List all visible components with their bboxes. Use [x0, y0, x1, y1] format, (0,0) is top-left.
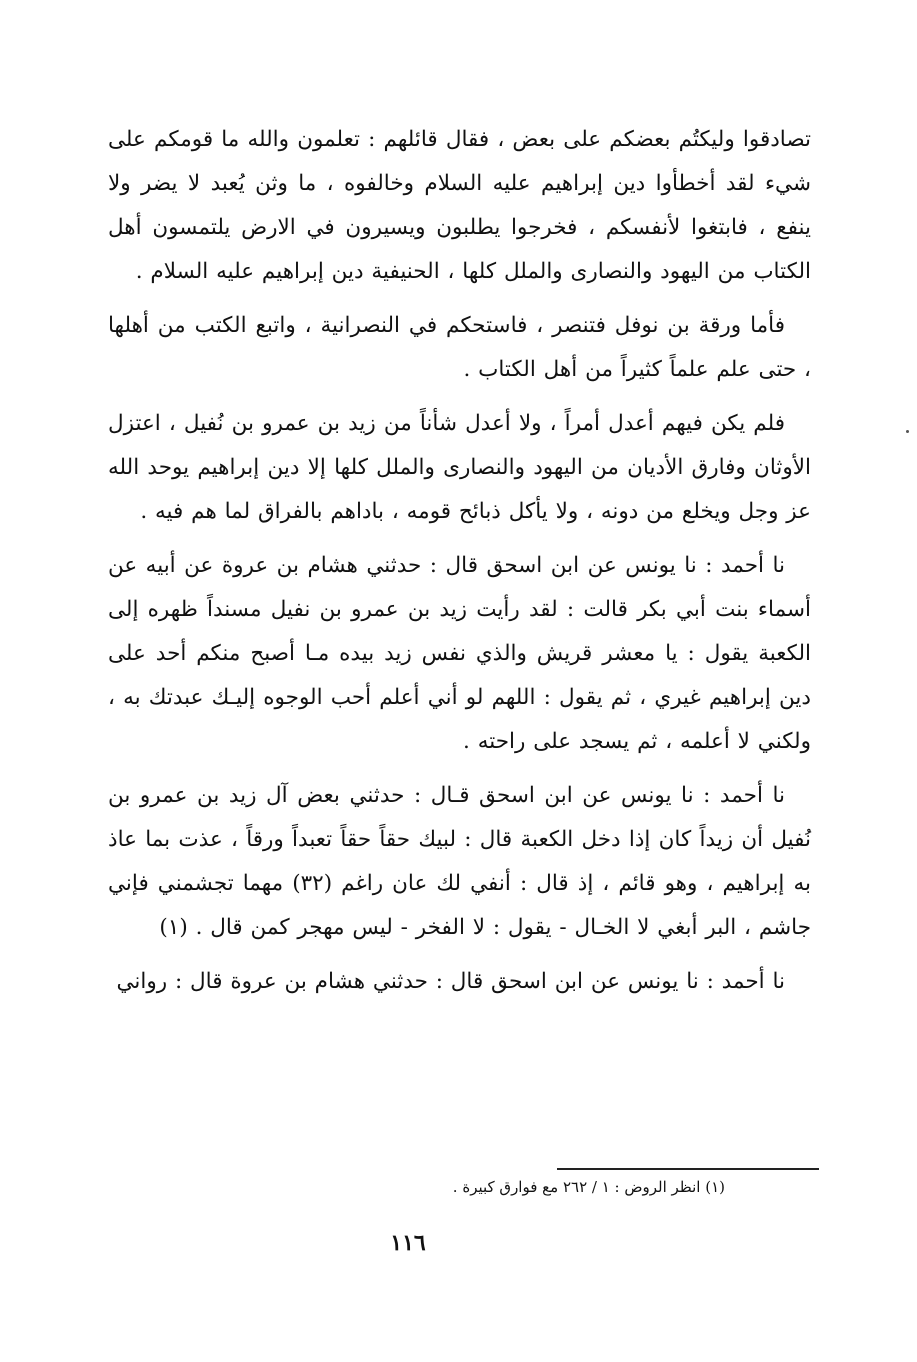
main-text-block: [108, 118, 811, 1014]
paragraph-2: فأما ورقة بن نوفل فتنصر ، فاستحكم في النصرانية ، واتبع الكتب من أهلها ، حتى علم علماً كثيراً من أهل الكتاب .: [108, 313, 811, 382]
footnote-divider: [557, 1168, 819, 1170]
paragraph-5: نا أحمد : نا يونس عن ابن اسحق قـال : حدثني بعض آل زيد بن عمرو بن نُفيل أن زيداً كان إذا دخل الكعبة قال : لبيك حقاً حقاً تعبداً ورقاً ، عذت بما عاذ به إبراهيم ، وهو قائم ، إذ قال : أنفي لك عان راغم (٣٢) مهما تجشمني فإني جاشم ، البر أبغي لا الخـال - يقول : لا الفخر - ليس مهجر كمن قال . (١): [108, 783, 811, 940]
paragraph-4: نا أحمد : نا يونس عن ابن اسحق قال : حدثني هشام بن عروة عن أبيه عن أسماء بنت أبي بكر قالت : لقد رأيت زيد بن عمرو بن نفيل مسنداً ظهره إلى الكعبة يقول : يا معشر قريش والذي نفس زيد بيده مـا أصبح منكم أحد على دين إبراهيم غيري ، ثم يقول : اللهم لو أني أعلم أحب الوجوه إليـك عبدتك به ، ولكني لا أعلمه ، ثم يسجد على راحته .: [108, 553, 811, 754]
scan-speck: [906, 430, 909, 433]
footnote: (١) انظر الروض : ١ / ٢٦٢ مع فوارق كبيرة .: [452, 1178, 725, 1196]
paragraph-3: فلم يكن فيهم أعدل أمراً ، ولا أعدل شأناً من زيد بن عمرو بن نُفيل ، اعتزل الأوثان وفارق الأديان من اليهود والنصارى والملل كلها إلا دين إبراهيم يوحد الله عز وجل ويخلع من دونه ، ولا يأكل ذبائح قومه ، باداهم بالفراق لما هم فيه .: [108, 411, 811, 524]
page-number: ١١٦: [390, 1230, 426, 1256]
paragraph-1: تصادقوا وليكتُم بعضكم على بعض ، فقال قائلهم : تعلمون والله ما قومكم على شيء لقد أخطأوا دين إبراهيم عليه السلام وخالفوه ، ما وثن يُعبد لا يضر ولا ينفع ، فابتغوا لأنفسكم ، فخرجوا يطلبون ويسيرون في الارض يلتمسون أهل الكتاب من اليهود والنصارى والملل كلها ، الحنيفية دين إبراهيم عليه السلام .: [108, 127, 811, 284]
paragraph-6: نا أحمد : نا يونس عن ابن اسحق قال : حدثني هشام بن عروة قال : رواني: [116, 969, 785, 994]
